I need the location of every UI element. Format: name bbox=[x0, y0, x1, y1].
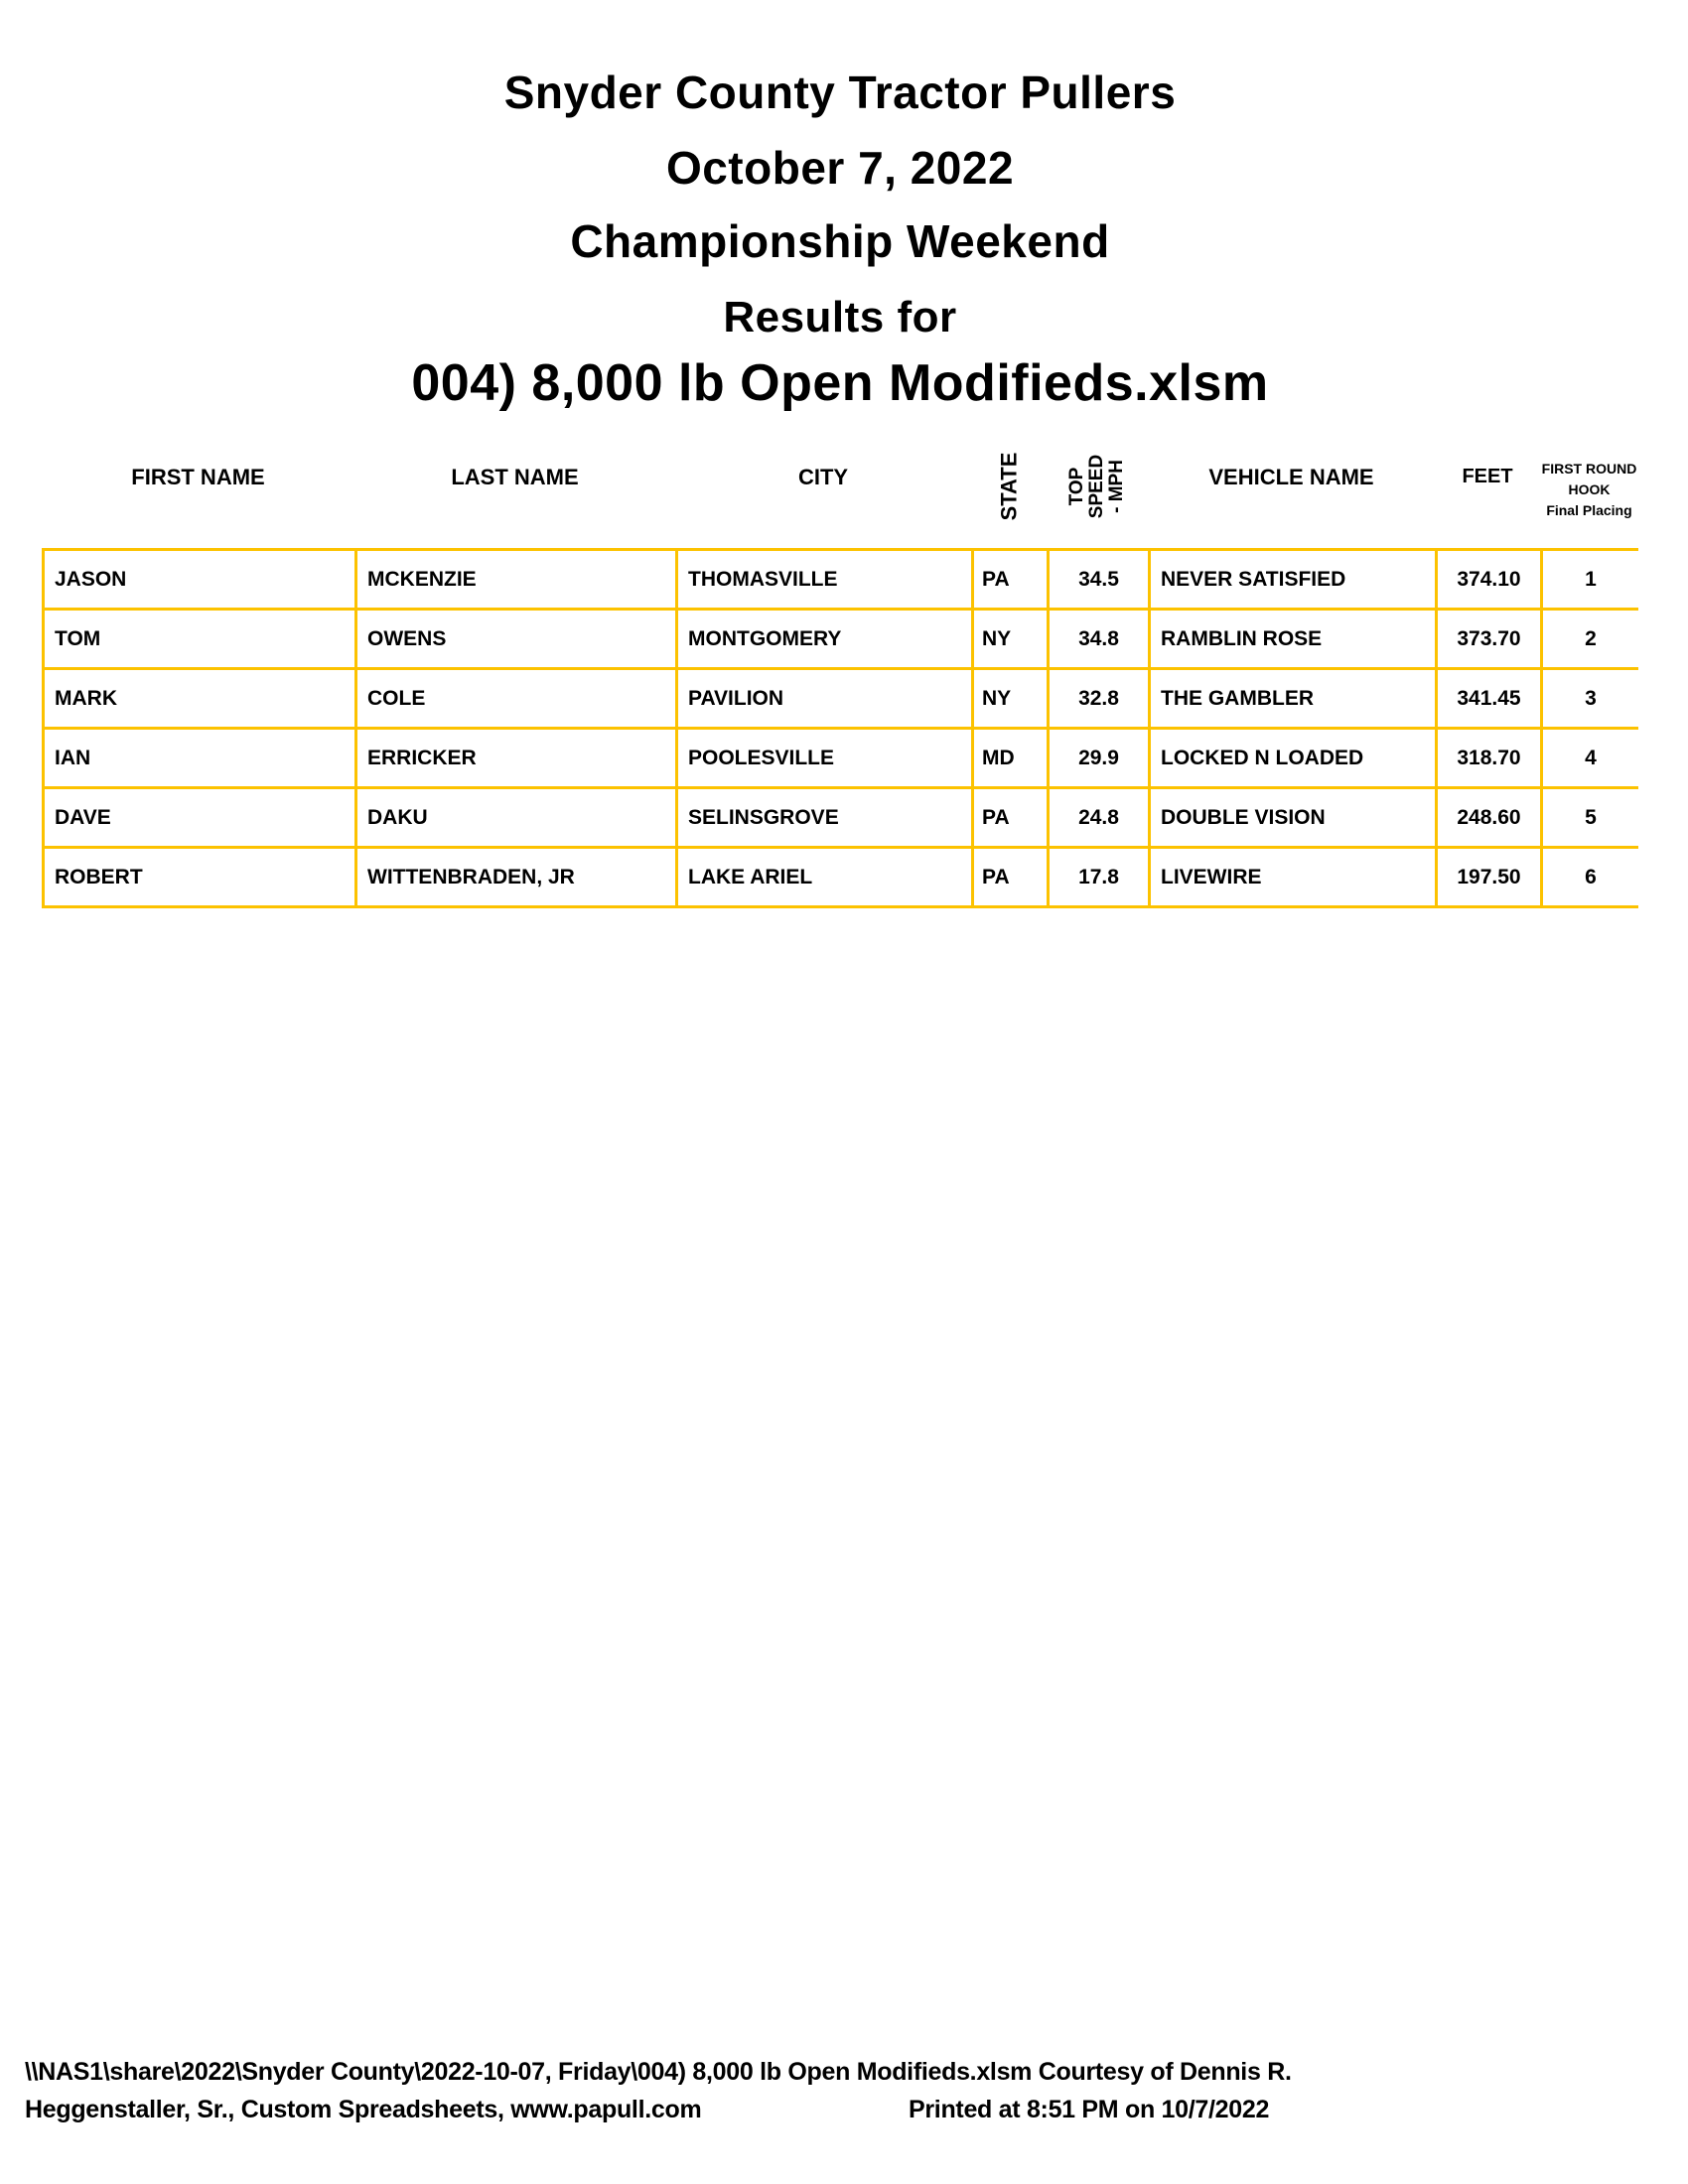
cell-first-name: TOM bbox=[42, 611, 354, 667]
cell-feet: 373.70 bbox=[1435, 611, 1540, 667]
cell-feet: 318.70 bbox=[1435, 730, 1540, 786]
cell-feet: 197.50 bbox=[1435, 849, 1540, 905]
footer-courtesy: Heggenstaller, Sr., Custom Spreadsheets, www.papull.com bbox=[25, 2096, 702, 2123]
column-header-first-round-hook bbox=[1540, 459, 1638, 521]
cell-placing: 5 bbox=[1540, 789, 1638, 846]
cell-vehicle-name: NEVER SATISFIED bbox=[1148, 551, 1435, 608]
cell-state: PA bbox=[971, 789, 1047, 846]
cell-city: SELINSGROVE bbox=[675, 789, 971, 846]
cell-last-name: OWENS bbox=[354, 611, 675, 667]
table-row bbox=[42, 551, 1638, 611]
cell-first-name: IAN bbox=[42, 730, 354, 786]
hook-line3: Final Placing bbox=[1546, 502, 1632, 518]
cell-placing: 4 bbox=[1540, 730, 1638, 786]
hook-line1: FIRST ROUND bbox=[1541, 461, 1637, 477]
cell-last-name: COLE bbox=[354, 670, 675, 727]
hook-line2: HOOK bbox=[1568, 481, 1611, 497]
cell-first-name: ROBERT bbox=[42, 849, 354, 905]
table-row bbox=[42, 611, 1638, 670]
cell-first-name: DAVE bbox=[42, 789, 354, 846]
cell-first-name: JASON bbox=[42, 551, 354, 608]
cell-city: MONTGOMERY bbox=[675, 611, 971, 667]
cell-state: PA bbox=[971, 551, 1047, 608]
cell-city: THOMASVILLE bbox=[675, 551, 971, 608]
column-header-vehicle-name: VEHICLE NAME bbox=[1208, 465, 1374, 489]
table-row bbox=[42, 789, 1638, 849]
column-header-first-name: FIRST NAME bbox=[131, 465, 265, 489]
cell-vehicle-name: THE GAMBLER bbox=[1148, 670, 1435, 727]
cell-city: POOLESVILLE bbox=[675, 730, 971, 786]
cell-feet: 248.60 bbox=[1435, 789, 1540, 846]
results-for-label: Results for bbox=[723, 293, 957, 341]
footer-file-path: \\NAS1\share\2022\Snyder County\2022-10-07, Friday\004) 8,000 lb Open Modifieds.xlsm Courtesy of Dennis R. bbox=[25, 2058, 1292, 2086]
column-header-state: STATE bbox=[995, 452, 1021, 521]
table-row bbox=[42, 670, 1638, 730]
column-header-feet: FEET bbox=[1462, 466, 1513, 487]
cell-state: PA bbox=[971, 849, 1047, 905]
table-row bbox=[42, 730, 1638, 789]
cell-feet: 374.10 bbox=[1435, 551, 1540, 608]
cell-placing: 2 bbox=[1540, 611, 1638, 667]
table-row bbox=[42, 849, 1638, 908]
cell-last-name: DAKU bbox=[354, 789, 675, 846]
column-header-last-name: LAST NAME bbox=[451, 465, 579, 489]
cell-state: NY bbox=[971, 611, 1047, 667]
top-speed-line2: SPEED bbox=[1085, 454, 1107, 519]
cell-state: MD bbox=[971, 730, 1047, 786]
top-speed-line1: TOP bbox=[1065, 467, 1087, 506]
cell-last-name: MCKENZIE bbox=[354, 551, 675, 608]
cell-top-speed: 32.8 bbox=[1047, 670, 1148, 727]
cell-vehicle-name: LIVEWIRE bbox=[1148, 849, 1435, 905]
cell-placing: 6 bbox=[1540, 849, 1638, 905]
cell-first-name: MARK bbox=[42, 670, 354, 727]
cell-top-speed: 34.5 bbox=[1047, 551, 1148, 608]
cell-top-speed: 34.8 bbox=[1047, 611, 1148, 667]
cell-top-speed: 17.8 bbox=[1047, 849, 1148, 905]
cell-top-speed: 24.8 bbox=[1047, 789, 1148, 846]
cell-city: PAVILION bbox=[675, 670, 971, 727]
column-header-top-speed bbox=[1047, 425, 1148, 548]
event-name: Championship Weekend bbox=[570, 215, 1110, 267]
cell-last-name: WITTENBRADEN, JR bbox=[354, 849, 675, 905]
cell-vehicle-name: LOCKED N LOADED bbox=[1148, 730, 1435, 786]
footer-printed-at: Printed at 8:51 PM on 10/7/2022 bbox=[909, 2096, 1270, 2123]
page-title: Snyder County Tractor Pullers bbox=[503, 67, 1177, 118]
cell-state: NY bbox=[971, 670, 1047, 727]
class-file-title: 004) 8,000 lb Open Modifieds.xlsm bbox=[411, 354, 1269, 412]
cell-feet: 341.45 bbox=[1435, 670, 1540, 727]
cell-vehicle-name: DOUBLE VISION bbox=[1148, 789, 1435, 846]
column-header-city: CITY bbox=[797, 465, 849, 489]
results-table bbox=[42, 548, 1638, 908]
cell-last-name: ERRICKER bbox=[354, 730, 675, 786]
cell-placing: 1 bbox=[1540, 551, 1638, 608]
cell-vehicle-name: RAMBLIN ROSE bbox=[1148, 611, 1435, 667]
cell-top-speed: 29.9 bbox=[1047, 730, 1148, 786]
top-speed-line3: - MPH bbox=[1105, 460, 1127, 513]
event-date: October 7, 2022 bbox=[665, 142, 1015, 194]
cell-placing: 3 bbox=[1540, 670, 1638, 727]
cell-city: LAKE ARIEL bbox=[675, 849, 971, 905]
